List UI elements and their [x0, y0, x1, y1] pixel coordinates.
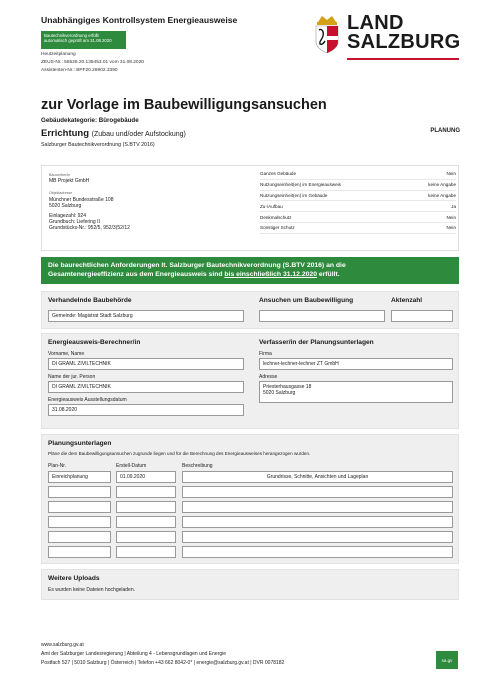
description-field[interactable]: [182, 546, 453, 558]
address-label: Adresse: [259, 374, 278, 380]
badge-line1: Bautechnikverordnung erfüllt: [44, 33, 99, 38]
building-flag-row: [260, 223, 456, 234]
creation-date-field[interactable]: [116, 516, 176, 528]
assistant-number: Assistenten-Nr.: BPF20.28902.3390: [41, 68, 118, 73]
building-flag-value: keine Angabe: [428, 182, 456, 188]
plan-number-field[interactable]: [48, 486, 111, 498]
company-label: Firma: [259, 351, 272, 357]
legal-person-label: Name der jur. Person: [48, 374, 96, 380]
description-field[interactable]: [182, 486, 453, 498]
building-flag-label: Nutzungseinheit(en) im Gebäude: [260, 192, 328, 198]
building-flag-label: Zu-/Aufbau: [260, 203, 283, 209]
plan-number-field[interactable]: [48, 501, 111, 513]
logo-wordmark: LAND SALZBURG: [347, 12, 461, 53]
footer-url[interactable]: www.salzburg.gv.at: [41, 642, 84, 648]
building-flag-label: Denkmalschutz: [260, 214, 292, 220]
document-title: zur Vorlage im Baubewilligungsansuchen: [41, 97, 327, 113]
building-flag-row: [260, 180, 456, 191]
salzburg-crest-icon: [314, 14, 340, 54]
building-flags: [260, 169, 456, 234]
name-label: Vorname, Name: [48, 351, 85, 357]
regulation-label: Salzburger Bautechnikverordnung (S.BTV 2016): [41, 142, 155, 148]
building-flag-value: Ja: [451, 203, 456, 209]
plan-number-field[interactable]: [48, 546, 111, 558]
col-description: Beschreibung: [182, 463, 213, 469]
legal-person-field[interactable]: DI GRAML ZIVILTECHNIK: [48, 381, 244, 393]
authority-panel: [41, 291, 459, 329]
description-field[interactable]: [182, 501, 453, 513]
plan-number-field[interactable]: [48, 516, 111, 528]
authority-title: Verhandelnde Baubehörde: [48, 297, 132, 304]
issue-date-label: Energieausweis Ausstellungsdatum: [48, 397, 127, 403]
footer-office: Amt der Salzburger Landesregierung | Abteilung 4 - Lebensgrundlagen und Energie: [41, 651, 227, 657]
object-details: Bauwerber/in MB Projekt GmbH Objektadresse Münchner Bundesstraße 108 5020 Salzburg Einlagezahl: 924 Grundbuch: Liefering II Grundstücks-Nr.: 952/5, 952/3(52/12: [49, 173, 130, 232]
building-category: Gebäudekategorie: Bürogebäude: [41, 117, 139, 124]
col-plan-number: Plan-Nr.: [48, 463, 67, 469]
compliance-banner: Die baurechtlichen Anforderungen lt. Salzburger Bautechnikverordnung (S.BTV 2016) an die Gesamtenergieeffizienz aus dem Energieausweis sind bis einschließlich 31.12.2020 erfüllt.: [41, 257, 459, 284]
building-flag-label: Ganzes Gebäude: [260, 171, 297, 177]
creation-date-field[interactable]: [116, 486, 176, 498]
uploads-title: Weitere Uploads: [48, 575, 100, 582]
persons-panel: [41, 333, 459, 429]
building-flag-value: Nein: [446, 171, 456, 177]
authority-field[interactable]: Gemeinde: Magistrat Stadt Salzburg: [48, 310, 244, 322]
planning-docs-panel: [41, 434, 459, 564]
header-title: Unabhängiges Kontrollsystem Energieausweise: [41, 15, 238, 25]
heutzeit-label: Heutzeitplanung: [41, 52, 76, 57]
calculator-name-field[interactable]: DI GRAML ZIVILTECHNIK: [48, 358, 244, 370]
building-flag-value: keine Angabe: [428, 192, 456, 198]
plan-number-field[interactable]: Einreichplanung: [48, 471, 111, 483]
address-field[interactable]: Priesterhausgasse 18 5020 Salzburg: [259, 381, 453, 403]
building-flag-row: [260, 191, 456, 202]
building-flag-value: Nein: [446, 225, 456, 231]
description-field[interactable]: [182, 516, 453, 528]
description-field[interactable]: [182, 531, 453, 543]
building-flag-row: [260, 201, 456, 212]
building-flag-label: Sonstiger Schutz: [260, 225, 295, 231]
footer-address: Postfach 527 | 5010 Salzburg | Österreich | Telefon +43 662 8042-0* | energie@salzburg.gv.at | DVR 0078182: [41, 660, 285, 666]
application-title: Ansuchen um Baubewilligung: [259, 297, 354, 304]
planning-docs-title: Planungsunterlagen: [48, 440, 112, 447]
issue-date-field[interactable]: 31.08.2020: [48, 404, 244, 416]
col-creation-date: Erstell-Datum: [116, 463, 147, 469]
company-field[interactable]: lechner-lechner-lechner ZT GmbH: [259, 358, 453, 370]
bauwerber-value: MB Projekt GmbH: [49, 178, 90, 185]
verification-badge: [41, 31, 126, 49]
building-flag-row: [260, 212, 456, 223]
footer-logo-icon: sa.gv: [436, 651, 458, 669]
planning-docs-description: Pläne die dem Baubewilligungsansuchen zugrunde liegen und für die Berechnung des Energieausweises herangezogen wurden.: [48, 451, 311, 456]
building-flag-label: Nutzungseinheit(en) im Energieausweis: [260, 182, 341, 188]
creation-date-field[interactable]: [116, 501, 176, 513]
application-field[interactable]: [259, 310, 385, 322]
calculator-title: Energieausweis-Berechner/in: [48, 339, 141, 346]
logo-rule: [347, 58, 459, 60]
description-field[interactable]: Grundrisse, Schnitte, Ansichten und Lageplan: [182, 471, 453, 483]
zeus-number: ZEUS-Nr.: 56528.20.135453.01 vom 31.08.2020: [41, 60, 144, 65]
phase-label: PLANUNG: [430, 128, 460, 134]
uploads-text: Es wurden keine Dateien hochgeladen.: [48, 587, 136, 593]
creation-date-field[interactable]: 01.09.2020: [116, 471, 176, 483]
construction-type: Errichtung (Zubau und/oder Aufstockung): [41, 128, 186, 139]
building-flag-value: Nein: [446, 214, 456, 220]
plan-number-field[interactable]: [48, 531, 111, 543]
badge-line2: automatisch geprüft am 31.08.2020: [44, 38, 112, 43]
author-title: Verfasser/in der Planungsunterlagen: [259, 339, 374, 346]
object-info-box: [41, 165, 459, 251]
file-number-title: Aktenzahl: [391, 297, 423, 304]
building-flag-row: [260, 169, 456, 180]
uploads-panel: [41, 569, 459, 600]
creation-date-field[interactable]: [116, 531, 176, 543]
creation-date-field[interactable]: [116, 546, 176, 558]
file-number-field[interactable]: [391, 310, 453, 322]
